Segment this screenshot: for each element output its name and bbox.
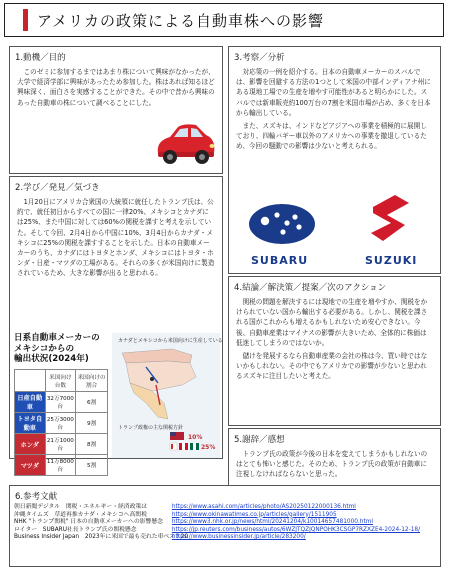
reference-source: ロイター SUBARU社長トランプ氏の関税懸念: [14, 526, 137, 533]
title-accent-stripe: [23, 9, 28, 31]
section-conclusion-heading: 4.結論／解決策／提案／次のアクション: [234, 283, 387, 293]
section-motive-body: このゼミに参加するまではあまり株について興味がなかったが、大学で経済学部に興味があったため参加した。株はあれば知るほど興味深く、面白さを実感することができた。その中で昔から興味のあった自動車の株について調べることにした。: [17, 68, 215, 107]
section-analysis-heading: 3.考察／分析: [234, 53, 285, 63]
reference-item: [10, 519, 440, 527]
reference-link[interactable]: https://www.asahi.com/articles/photo/AS20250122000136.html: [171, 504, 356, 510]
section-thanks-heading: 5.謝辞／感想: [234, 435, 285, 445]
reference-source: 朝日新聞デジタル 関税・エネルギー・経済政策は: [14, 504, 147, 510]
subaru-logo: [247, 199, 317, 249]
reference-list: [10, 502, 440, 542]
share-cell: 8割: [76, 434, 108, 455]
share-cell: 9割: [76, 413, 108, 434]
section-references-heading: 6.参考文献: [15, 492, 58, 502]
section-analysis-p1: 対応策の一例を紹介する。日本の自動車メーカーのスバルでは、影響を回避する方法の1つとして米国の中部インディアナ州にある現地工場での生産を増やす可能性があると明らかにした。スバルでは新車販売約100万台の7割を米国市場が占め、多くを日本から輸出している。: [236, 68, 431, 117]
tariff-rate-canada-mexico: 25%: [201, 444, 216, 451]
section-analysis-p2: また、スズキは、インドなどアジアへの事業を積極的に展開しており、四輪バギー車以外のアメリカへの事業を撤退しているため、今回の騒動での影響は少ないと考えられる。: [236, 122, 427, 151]
poster-title: アメリカの政策による自動車株への影響: [37, 12, 324, 30]
export-table: [14, 369, 108, 476]
section-analysis: [228, 46, 441, 274]
title-bar: [4, 3, 444, 37]
table-row: [15, 455, 108, 476]
reference-link[interactable]: https://www.businessinsider.jp/article/283200/: [171, 534, 306, 541]
section-references: [9, 485, 441, 567]
volume-cell: 11万8000台: [45, 455, 76, 476]
news-graphic-title: 日系自動車メーカーの メキシコからの 輸出状況(2024年): [14, 333, 100, 364]
column-header-share: 米国向けの割合: [76, 370, 108, 392]
suzuki-wordmark: SUZUKI: [365, 254, 418, 267]
section-motive-heading: 1.動機／目的: [15, 53, 66, 63]
share-cell: 5割: [76, 455, 108, 476]
reference-source: NHK "トランプ関税" 日本の自動車メーカーへの影響懸念: [14, 519, 163, 526]
north-america-map: [112, 333, 223, 458]
tariff-label: トランプ政権の主な関税方針: [118, 425, 184, 431]
subaru-wordmark: SUBARU: [251, 254, 309, 267]
maker-cell: 日産自動車: [15, 392, 46, 413]
table-row: [15, 392, 108, 413]
volume-cell: 21万1000台: [45, 434, 76, 455]
section-learnings-body: 1月20日にアメリカ合衆国の大統領に就任したトランプ氏は、公約で、就任初日からすべての国に一律20%、メキシコとカナダには25%、また中国に対しては60%の関税を課すと考えを示していた。そして今回、2月4日から中国に10%、3月4日からカナダ・メキシコに25%の関税を課すすることを示した。日本の自動車メーカーのうち、カナダにはトヨタとホンダ、メキシコにはトヨタ・ホンダ・日産・マツダの工場がある。それらの多くが米国向けに製造されているため、大きな影響が出ると思われる。: [17, 198, 215, 278]
section-motive: [9, 46, 223, 174]
share-cell: 6割: [76, 392, 108, 413]
reference-link[interactable]: https://www3.nhk.or.jp/news/html/20241204/k10014657481000.html: [171, 519, 374, 526]
suzuki-logo: [365, 193, 415, 245]
section-learnings: [9, 176, 223, 473]
table-row: [15, 434, 108, 455]
map-caption: カナダとメキシコから米国向けに生産している: [118, 338, 223, 344]
section-thanks-body: トランプ氏の政策が今後の日本を変えてしまうかもしれないのはとても怖いと感じた。そのため、トランプ氏の政策が自動車に注視しなければならないと思った。: [236, 450, 428, 479]
section-conclusion-p2: 儲けを発展するなら自動車産業の会社の株は今、買い時ではないかもしれない。その中でもアメリカでの影響が少ないと思われるスズキに注目したいと考えた。: [236, 352, 428, 381]
reference-link[interactable]: https://www.okinawatimes.co.jp/articles/gallery/1511905: [171, 511, 337, 518]
maker-cell: マツダ: [15, 455, 46, 476]
maker-cell: ホンダ: [15, 434, 46, 455]
section-learnings-heading: 2.学び／発見／気づき: [15, 183, 100, 193]
table-row: [15, 413, 108, 434]
reference-item: [10, 534, 440, 542]
reference-item: [10, 504, 440, 512]
section-conclusion-p1: 関税の問題を解決するには現地での生産を増やすか、関税をかけられていない国から輸出する必要がある。しかし、関税を課される国がこれからも増えるかもしれないため安心できない。今後、自動車産業はマイナスの影響が大きいため、全体的に株価は低迷してしまうのではないか。: [236, 298, 428, 347]
maker-cell: トヨタ自動車: [15, 413, 46, 434]
reference-source: Business Insider Japan 2023年に米国で最も売れた車ベスト20: [14, 534, 189, 541]
news-graphic: [14, 333, 223, 473]
reference-link[interactable]: https://jp.reuters.com/business/autos/6WZJTQZJQNPOHK3CSGP7RZXZE4-2024-12-18/: [171, 526, 421, 533]
logo-area: [247, 199, 437, 269]
volume-cell: 25万3000台: [45, 413, 76, 434]
red-car-illustration: [150, 119, 220, 171]
column-header-volume: 米国向け台数: [45, 370, 76, 392]
section-conclusion: [228, 276, 441, 426]
reference-source: 沖縄タイムズ 草道再推カナダ・メキシコへ高関税: [14, 511, 147, 518]
volume-cell: 32万7000台: [45, 392, 76, 413]
tariff-rate-china: 10%: [188, 434, 203, 441]
